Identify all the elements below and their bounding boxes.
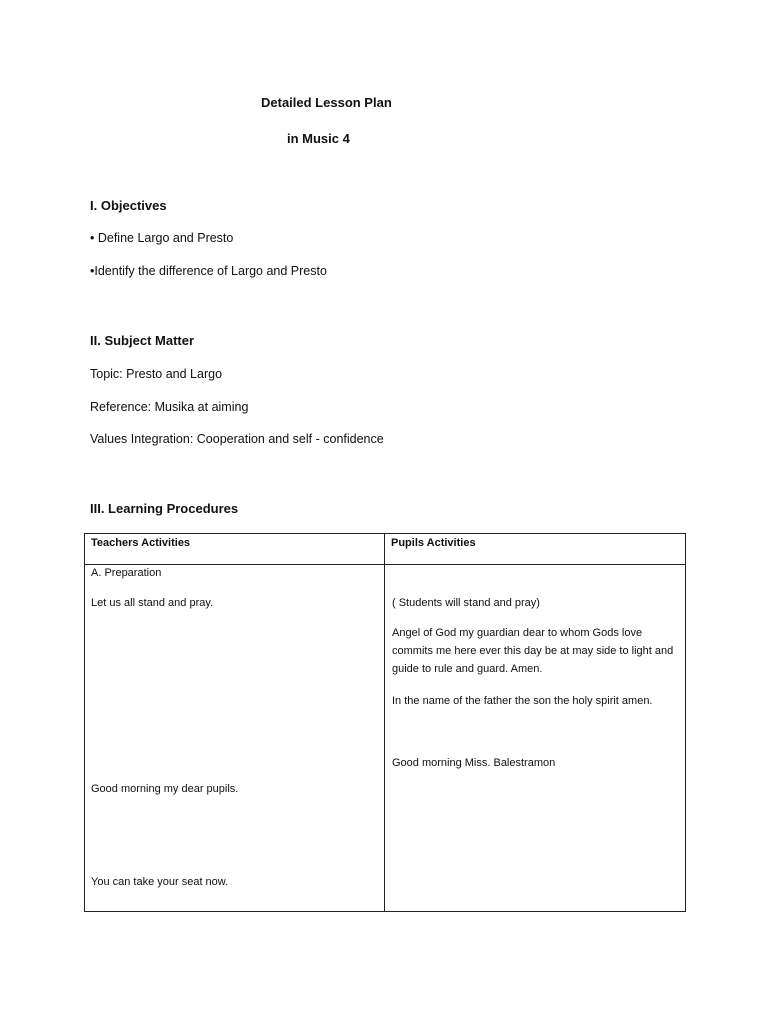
subject-reference: Reference: Musika at aiming: [90, 400, 249, 414]
pupils-sign-of-cross: In the name of the father the son the holy spirit amen.: [392, 695, 653, 707]
objective-item: •Identify the difference of Largo and Presto: [90, 264, 327, 278]
subject-topic: Topic: Presto and Largo: [90, 367, 223, 381]
pupil-activities-cell: [385, 565, 686, 912]
table-header-row: [85, 534, 686, 565]
pupils-stand: ( Students will stand and pray): [392, 597, 540, 609]
subject-values: Values Integration: Cooperation and self - confidence: [90, 432, 384, 446]
teacher-pray: Let us all stand and pray.: [91, 597, 214, 609]
teacher-activities-cell: [85, 565, 385, 912]
teachers-column-header: Teachers Activities: [85, 534, 385, 565]
preparation-label: A. Preparation: [91, 567, 162, 579]
pupils-prayer: Angel of God my guardian dear to whom Gods love commits me here ever this day be at may side to light and guide to rule and guard. Amen.: [392, 627, 674, 675]
pupils-greeting: Good morning Miss. Balestramon: [392, 757, 556, 769]
teacher-seat: You can take your seat now.: [91, 876, 229, 888]
objective-item: • Define Largo and Presto: [90, 231, 234, 245]
subject-matter-heading: II. Subject Matter: [90, 333, 195, 348]
procedures-table: [84, 533, 686, 912]
teacher-greeting: Good morning my dear pupils.: [91, 783, 239, 795]
pupils-column-header: Pupils Activities: [385, 534, 686, 565]
document-title: Detailed Lesson Plan: [261, 95, 392, 110]
table-row: [85, 565, 686, 912]
learning-procedures-heading: III. Learning Procedures: [90, 501, 239, 516]
document-subtitle: in Music 4: [287, 131, 350, 146]
objectives-heading: I. Objectives: [90, 198, 167, 213]
